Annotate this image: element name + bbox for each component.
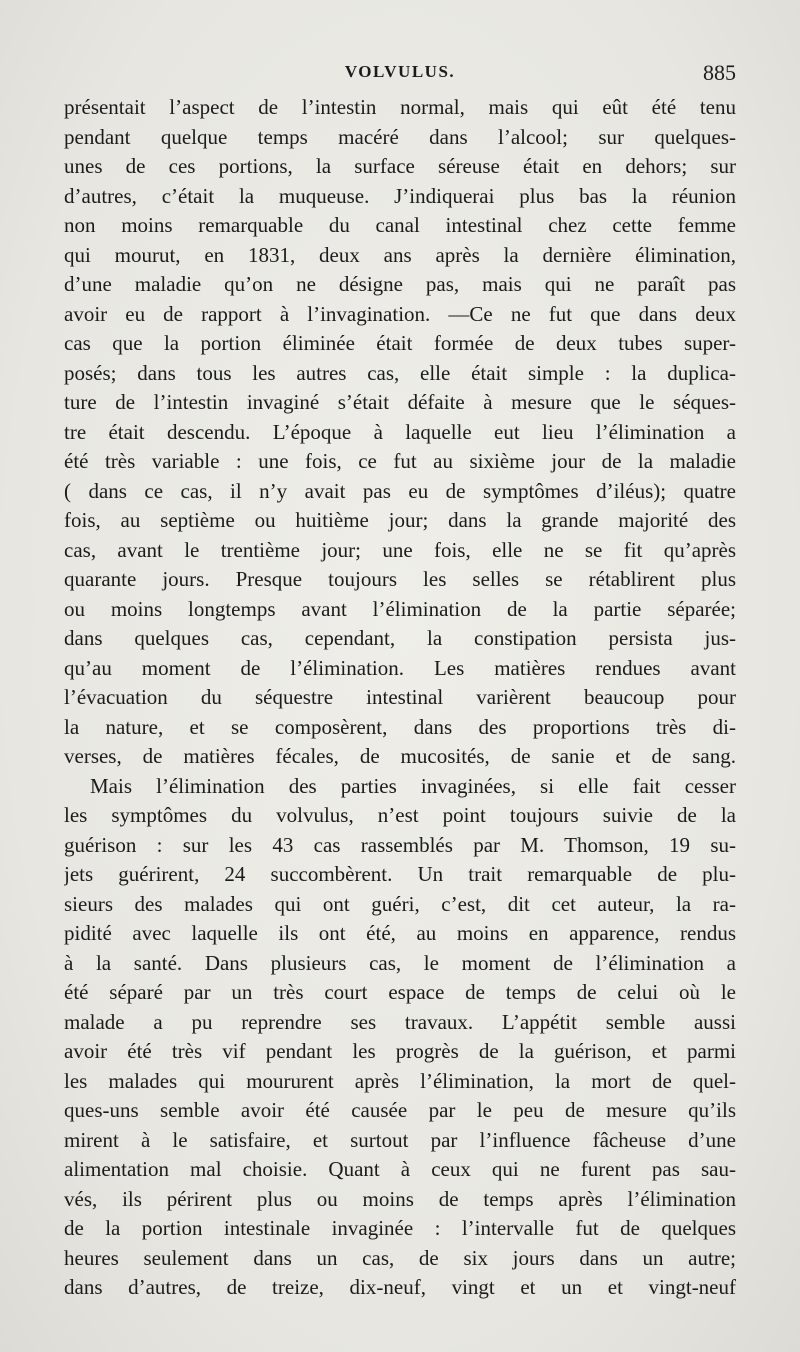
text-line: guérison : sur les 43 cas rassemblés par M. Thomson, 19 su- xyxy=(64,832,736,857)
page-header xyxy=(64,62,736,90)
text-line: été séparé par un très court espace de temps de celui où le xyxy=(64,980,736,1004)
text-line: l’évacuation du séquestre intestinal varièrent beaucoup pour xyxy=(64,685,736,709)
text-line: alimentation mal choisie. Quant à ceux qui ne furent pas sau- xyxy=(64,1157,736,1181)
text-line: jets guérirent, 24 succombèrent. Un trait remarquable de plu- xyxy=(64,862,736,886)
text-line: non moins remarquable du canal intestinal chez cette femme xyxy=(64,213,736,237)
text-line: mirent à le satisfaire, et surtout par l’influence fâcheuse d’une xyxy=(64,1127,736,1152)
text-line: heures seulement dans un cas, de six jours dans un autre; xyxy=(64,1245,736,1270)
text-line: sieurs des malades qui ont guéri, c’est, dit cet auteur, la ra- xyxy=(64,891,736,916)
text-line: été très variable : une fois, ce fut au sixième jour de la maladie xyxy=(64,449,736,473)
text-line: dans d’autres, de treize, dix-neuf, vingt et un et vingt-neuf xyxy=(64,1275,736,1299)
text-line: d’autres, c’était la muqueuse. J’indiquerai plus bas la réunion xyxy=(64,183,736,208)
page-number: 885 xyxy=(703,60,736,85)
text-line: verses, de matières fécales, de mucosités, de sanie et de sang. xyxy=(64,744,736,768)
text-line: d’une maladie qu’on ne désigne pas, mais qui ne paraît pas xyxy=(64,272,736,296)
body-text xyxy=(64,93,736,1303)
text-line: avoir eu de rapport à l’invagination. —Ce ne fut que dans deux xyxy=(64,301,736,326)
text-line: dans quelques cas, cependant, la constipation persista jus- xyxy=(64,626,736,650)
text-line: de la portion intestinale invaginée : l’intervalle fut de quelques xyxy=(64,1216,736,1240)
text-line: posés; dans tous les autres cas, elle était simple : la duplica- xyxy=(64,360,736,385)
text-line: ques-uns semble avoir été causée par le peu de mesure qu’ils xyxy=(64,1098,736,1122)
text-line: cas que la portion éliminée était formée de deux tubes super- xyxy=(64,331,736,355)
text-line: quarante jours. Presque toujours les selles se rétablirent plus xyxy=(64,567,736,591)
text-line: pidité avec laquelle ils ont été, au moins en apparence, rendus xyxy=(64,921,736,945)
text-line: Mais l’élimination des parties invaginées, si elle fait cesser xyxy=(90,773,736,798)
text-line: les malades qui moururent après l’élimination, la mort de quel- xyxy=(64,1068,736,1093)
text-line: les symptômes du volvulus, n’est point toujours suivie de la xyxy=(64,803,736,827)
text-line: cas, avant le trentième jour; une fois, elle ne se fit qu’après xyxy=(64,537,736,562)
text-line: qu’au moment de l’élimination. Les matières rendues avant xyxy=(64,655,736,680)
running-title: VOLVULUS. xyxy=(344,62,456,81)
text-line: qui mourut, en 1831, deux ans après la dernière élimination, xyxy=(64,242,736,267)
text-line: ture de l’intestin invaginé s’était défaite à mesure que le séques- xyxy=(64,390,736,414)
text-line: malade a pu reprendre ses travaux. L’appétit semble aussi xyxy=(64,1009,736,1034)
text-line: avoir été très vif pendant les progrès de la guérison, et parmi xyxy=(64,1039,736,1063)
text-line: ou moins longtemps avant l’élimination de la partie séparée; xyxy=(64,596,736,621)
text-line: fois, au septième ou huitième jour; dans la grande majorité des xyxy=(64,508,736,532)
text-line: pendant quelque temps macéré dans l’alcool; sur quelques- xyxy=(64,124,736,149)
text-line: vés, ils périrent plus ou moins de temps après l’élimination xyxy=(64,1186,736,1211)
text-line: unes de ces portions, la surface séreuse était en dehors; sur xyxy=(64,154,736,178)
text-line: la nature, et se composèrent, dans des proportions très di- xyxy=(64,714,736,739)
text-line: présentait l’aspect de l’intestin normal, mais qui eût été tenu xyxy=(64,95,736,119)
text-line: ( dans ce cas, il n’y avait pas eu de symptômes d’iléus); quatre xyxy=(64,478,736,503)
text-line: tre était descendu. L’époque à laquelle eut lieu l’élimination a xyxy=(64,419,736,444)
text-line: à la santé. Dans plusieurs cas, le moment de l’élimination a xyxy=(64,950,736,975)
